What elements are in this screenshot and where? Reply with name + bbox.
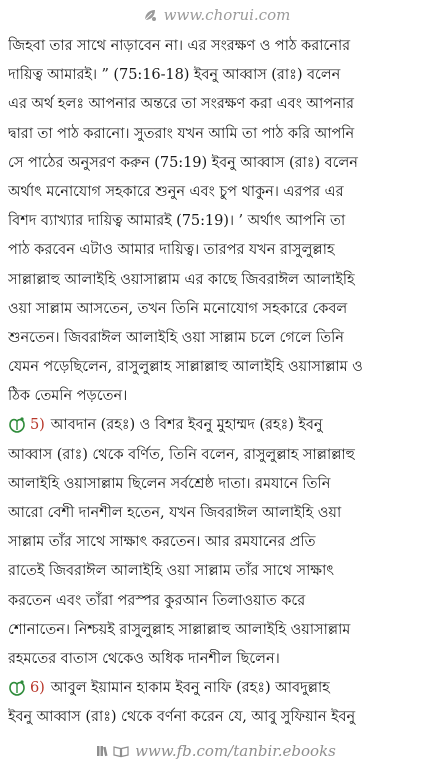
text-line: সাল্লাল্লাহু আলাইহি ওয়াসাল্লাম এর কাছে জিবরাঈল আলাইহি [8,270,355,288]
text-line: অর্থাৎ মনোযোগ সহকারে শুনুন এবং চুপ থাকুন। এরপর এর [8,182,344,200]
text-line: দ্বারা তা পাঠ করানো। সুতরাং যখন আমি তা পাঠ করি আপনি [8,124,355,142]
hadith-6-heading [8,673,428,702]
text-line: রাতেই জিবরাঈল আলাইহি ওয়া সাল্লাম তাঁর সাথে সাক্ষাৎ [8,562,334,580]
text-line: এর অর্থ হলঃ আপনার অন্তরে তা সংরক্ষণ করা এবং আপনার [8,95,354,113]
hadith-bullet-icon [8,416,26,434]
text-line: পাঠ করবেন এটাও আমার দায়িত্ব। তারপর যখন রাসুলুল্লাহ [8,241,335,259]
text-line: সে পাঠের অনুসরণ করুন (75:19) ইবনু আব্বাস (রাঃ) বলেন [8,153,358,171]
text-line: শুনতেন। জিবরাঈল আলাইহি ওয়া সাল্লাম চলে গেলে তিনি [8,328,344,346]
book-icon [113,744,129,758]
text-line: জিহবা তার সাথে নাড়াবেন না। এর সংরক্ষণ ও পাঠ করানোর [8,37,351,54]
hadith-first-line: আবুল ইয়ামান হাকাম ইবনু নাফি (রহঃ) আবদুল্লাহ [50,679,330,697]
text-line: বিশদ ব্যাখ্যার দায়িত্ব আমারই (75:19)। ’ অর্থাৎ আপনি তা [8,212,346,230]
hadith-number: 6) [30,679,45,697]
page-footer [0,740,432,762]
library-icon [96,744,110,758]
leaf-logo-icon [142,7,158,23]
page-content [8,31,428,731]
text-line: ইবনু আব্বাস (রাঃ) থেকে বর্ণনা করেন যে, আবু সুফিয়ান ইবনু [8,708,356,726]
text-line: করতেন এবং তাঁরা পরস্পর কুরআন তিলাওয়াত করে [8,591,306,609]
hadith-first-line: আবদান (রহঃ) ও বিশর ইবনু মুহাম্মদ (রহঃ) ইবনু [50,416,323,434]
text-line: রহমতের বাতাস থেকেও অধিক দানশীল ছিলেন। [8,649,280,667]
hadith-5-heading [8,410,428,439]
facebook-link[interactable]: www.fb.com/tanbir.ebooks [135,742,336,760]
text-line: আলাইহি ওয়াসাল্লাম ছিলেন সর্বশ্রেষ্ঠ দাতা। রমযানে তিনি [8,474,331,492]
text-line: সাল্লাম তাঁর সাথে সাক্ষাৎ করতেন। আর রমযানের প্রতি [8,533,316,551]
text-line: ঠিক তেমনি পড়তেন। [8,387,128,405]
hadith-number: 5) [30,416,45,434]
text-line: আব্বাস (রাঃ) থেকে বর্ণিত, তিনি বলেন, রাসুলুল্লাহ সাল্লাল্লাহু [8,445,355,463]
site-url: www.chorui.com [163,6,291,24]
footer-icons [96,744,129,758]
text-line: শোনাতেন। নিশ্চয়ই রাসুলুল্লাহ সাল্লাল্লাহু আলাইহি ওয়াসাল্লাম [8,620,351,638]
text-line: যেমন পড়েছিলেন, রাসুলুল্লাহ সাল্লাল্লাহু আলাইহি ওয়াসাল্লাম ও [8,358,363,376]
text-line: আরো বেশী দানশীল হতেন, যখন জিবরাঈল আলাইহি ওয়া [8,504,342,521]
text-line: ওয়া সাল্লাম আসতেন, তখন তিনি মনোযোগ সহকারে কেবল [8,299,348,317]
site-header [0,4,432,26]
text-line: দায়িত্ব আমারই। ” (75:16-18) ইবনু আব্বাস (রাঃ) বলেন [8,66,341,84]
hadith-bullet-icon [8,679,26,697]
